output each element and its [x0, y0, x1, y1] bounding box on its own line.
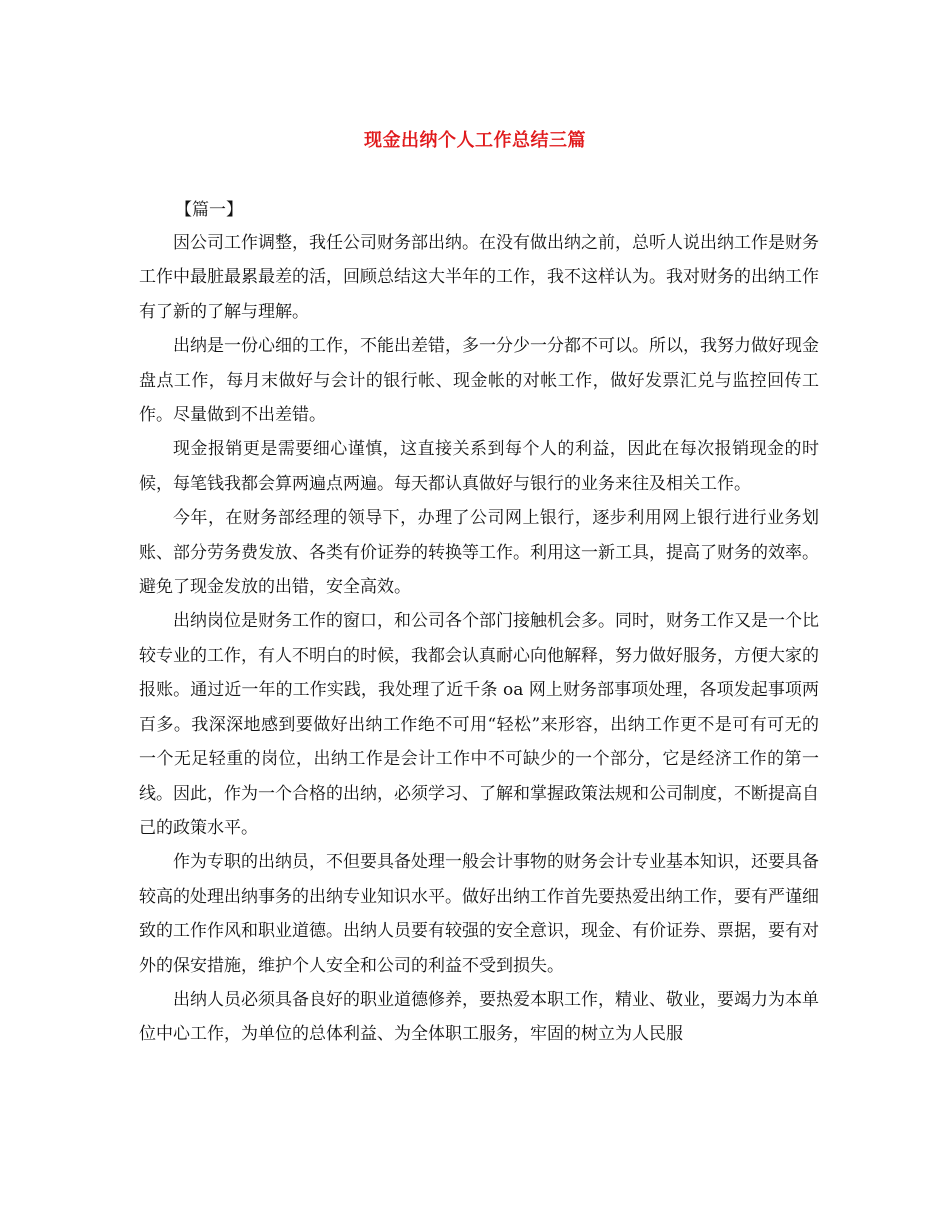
paragraph: 因公司工作调整，我任公司财务部出纳。在没有做出纳之前，总听人说出纳工作是财务工作中最脏最累最差的活，回顾总结这大半年的工作，我不这样认为。我对财务的出纳工作有了新的了解与理解。: [139, 233, 819, 322]
body-text: [139, 226, 819, 1052]
document-title: 现金出纳个人工作总结三篇: [364, 130, 586, 151]
paragraph: 今年，在财务部经理的领导下，办理了公司网上银行，逐步利用网上银行进行业务划账、部分劳务费发放、各类有价证券的转换等工作。利用这一新工具，提高了财务的效率。避免了现金发放的出错，安全高效。: [139, 508, 819, 598]
paragraph: 作为专职的出纳员，不但要具备处理一般会计事物的财务会计专业基本知识，还要具备较高的处理出纳事务的出纳专业知识水平。做好出纳工作首先要热爱出纳工作，要有严谨细致的工作作风和职业道德。出纳人员要有较强的安全意识，现金、有价证券、票据，要有对外的保安措施，维护个人安全和公司的利益不受到损失。: [139, 852, 819, 976]
paragraph: 出纳人员必须具备良好的职业道德修养，要热爱本职工作，精业、敬业，要竭力为本单位中心工作，为单位的总体利益、为全体职工服务，牢固的树立为人民服: [139, 989, 819, 1045]
paragraph: 出纳岗位是财务工作的窗口，和公司各个部门接触机会多。同时，财务工作又是一个比较专业的工作，有人不明白的时候，我都会认真耐心向他解释，努力做好服务，方便大家的报账。通过近一年的工作实践，我处理了近千条 oa 网上财务部事项处理，各项发起事项两百多。我深深地感到要做好出纳工作绝不可用“轻松”来形容，出纳工作更不是可有可无的一个无足轻重的岗位，出纳工作是会计工作中不可缺少的一个部分，它是经济工作的第一线。因此，作为一个合格的出纳，必须学习、了解和掌握政策法规和公司制度，不断提高自己的政策水平。: [139, 611, 819, 838]
paragraph: 出纳是一份心细的工作，不能出差错，多一分少一分都不可以。所以，我努力做好现金盘点工作，每月末做好与会计的银行帐、现金帐的对帐工作，做好发票汇兑与监控回传工作。尽量做到不出差错。: [139, 336, 819, 426]
section-heading: 【篇一】: [175, 200, 243, 220]
paragraph: 现金报销更是需要细心谨慎，这直接关系到每个人的利益，因此在每次报销现金的时候，每笔钱我都会算两遍点两遍。每天都认真做好与银行的业务来往及相关工作。: [139, 439, 819, 494]
